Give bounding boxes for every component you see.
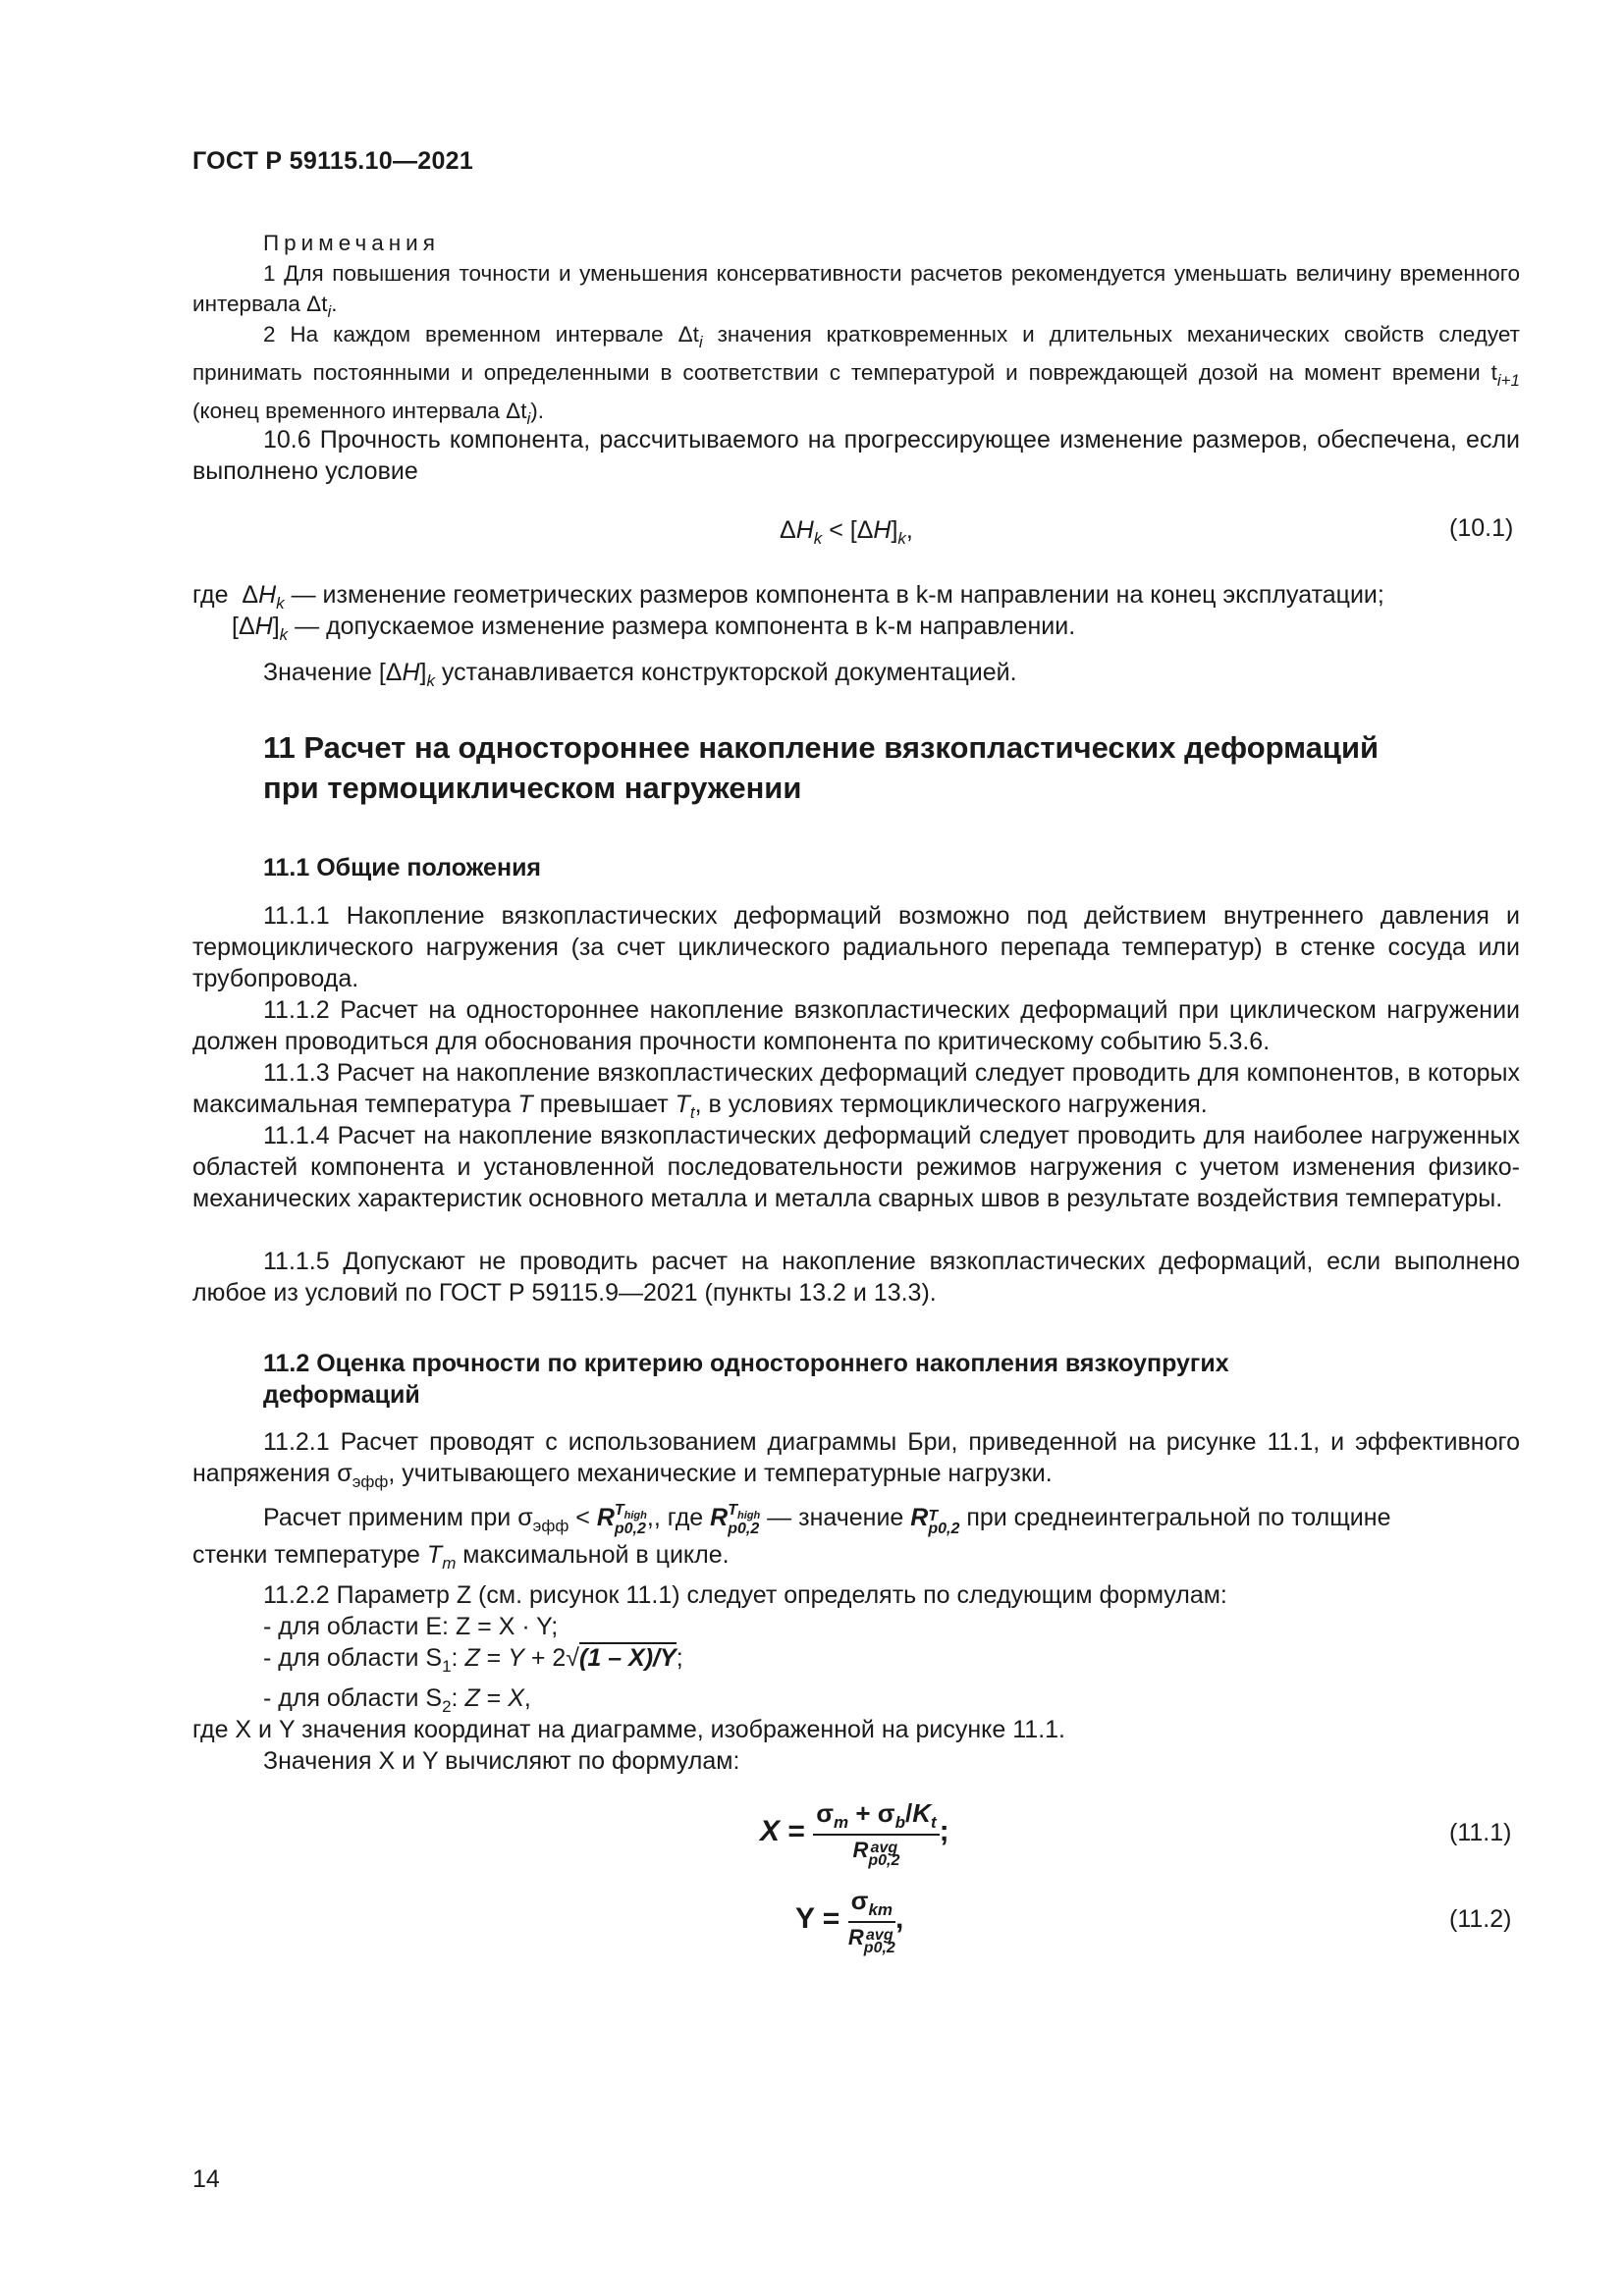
value-sentence: Значение $[\Delta H]_k$ устанавливается конструкторской документацией. (263, 659, 1017, 690)
subsection-11-2-heading-line-2: деформаций (263, 1381, 420, 1409)
formula-11-2: Y = $\sigma_{km}$ R avg p0,2 , (795, 1886, 904, 1956)
clause-11-1-5: 11.1.5 Допускают не проводить расчет на накопление вязкопластических деформаций, если выполнено любое из условий по ГОСТ Р 59115.9—2021 (пункты 13.2 и 13.3). (192, 1248, 1520, 1307)
page-number: 14 (192, 2165, 220, 2193)
area-e-formula: - для области E: Z = X · Y; (263, 1613, 559, 1640)
clause-11-1-2: 11.1.2 Расчет на одностороннее накопление вязкопластических деформаций при циклическом нагружении должен проводиться для обоснования прочности компонента по критическому событию 5.3.6. (192, 996, 1520, 1055)
equation-number-11-2: (11.2) (1449, 1905, 1512, 1933)
clause-11-2-1: 11.2.1 Расчет проводят с использованием диаграммы Бри, приведенной на рисунке 11.1, и эффективного напряжения $\sigma_{эфф}$, учитывающего механические и температурные нагрузки. (192, 1428, 1520, 1491)
equation-10-1: $\Delta H_k < [\Delta H]_k$, (780, 516, 913, 548)
applicability-condition-cont: стенки температуре $T_m$ максимальной в цикле. (192, 1541, 730, 1573)
formulas-intro: Значения X и Y вычисляют по формулам: (263, 1747, 740, 1775)
standard-header: ГОСТ Р 59115.10—2021 (192, 147, 474, 175)
where-line-2: $[\Delta H]_k$ — допускаемое изменение размера компонента в k-м направлении. (232, 613, 1076, 644)
equation-number-11-1: (11.1) (1449, 1819, 1512, 1846)
formula-11-1: X = $\sigma_m + \sigma_b/K_t$ R avg p0,2 ; (760, 1798, 949, 1869)
area-s1-formula: - для области $S_1$: Z = Y + 2√(1 – X)/Y; (263, 1644, 683, 1676)
clause-11-1-4: 11.1.4 Расчет на накопление вязкопластических деформаций следует проводить для наиболее нагруженных областей компонента и установленной последовательности режимов нагружения с учетом изменения физико-механических характеристик основного металла и металла сварных швов в результате воздействия температуры. (192, 1122, 1520, 1212)
applicability-condition: Расчет применим при $\sigma_{эфф} < RT_{high}$ p0,2,, где $RT_{high}$ p0,2 — значение RT p0,2 при среднеинтегральной по толщине (263, 1501, 1391, 1537)
equation-number-10-1: (10.1) (1449, 514, 1514, 542)
section-11-heading-line-2: при термоциклическом нагружении (263, 771, 802, 805)
clause-11-1-1: 11.1.1 Накопление вязкопластических деформаций возможно под действием внутреннего давления и термоциклического нагружения (за счет циклического радиального перепада температур) в стенке сосуда или трубопровода. (192, 902, 1520, 992)
section-11-heading-line-1: 11 Расчет на одностороннее накопление вязкопластических деформаций (263, 730, 1380, 765)
area-s2-formula: - для области $S_2$: Z = X, (263, 1684, 531, 1716)
clause-11-1-3: 11.1.3 Расчет на накопление вязкопластических деформаций следует проводить для компонентов, в которых максимальная температура T превышает $T_t$, в условиях термоциклического нагружения. (192, 1059, 1520, 1122)
clause-11-2-2: 11.2.2 Параметр Z (см. рисунок 11.1) следует определять по следующим формулам: (263, 1581, 1227, 1609)
note-2: 2 На каждом временном интервале $\Delta t_i$ значения кратковременных и длительных механических свойств следует принимать постоянными и определенными в соответствии с температурой и повреждающей дозой на момент времени $t_{i+1}$ (конец временного интервала $\Delta t_i$). (192, 322, 1520, 428)
note-1: 1 Для повышения точности и уменьшения консервативности расчетов рекомендуется уменьшать величину временного интервала $\Delta t_i$. (192, 261, 1520, 321)
subsection-11-1-heading: 11.1 Общие положения (263, 854, 542, 881)
where-line-1: где $\Delta H_k$ — изменение геометрических размеров компонента в k-м направлении на конец эксплуатации; (192, 581, 1384, 613)
subsection-11-2-heading-line-1: 11.2 Оценка прочности по критерию одностороннего накопления вязкоупругих (263, 1350, 1229, 1377)
clause-10-6: 10.6 Прочность компонента, рассчитываемого на прогрессирующее изменение размеров, обеспечена, если выполнено условие (192, 426, 1520, 485)
notes-title: Примечания (263, 231, 440, 255)
coordinates-explanation: где X и Y значения координат на диаграмме, изображенной на рисунке 11.1. (192, 1716, 1065, 1743)
